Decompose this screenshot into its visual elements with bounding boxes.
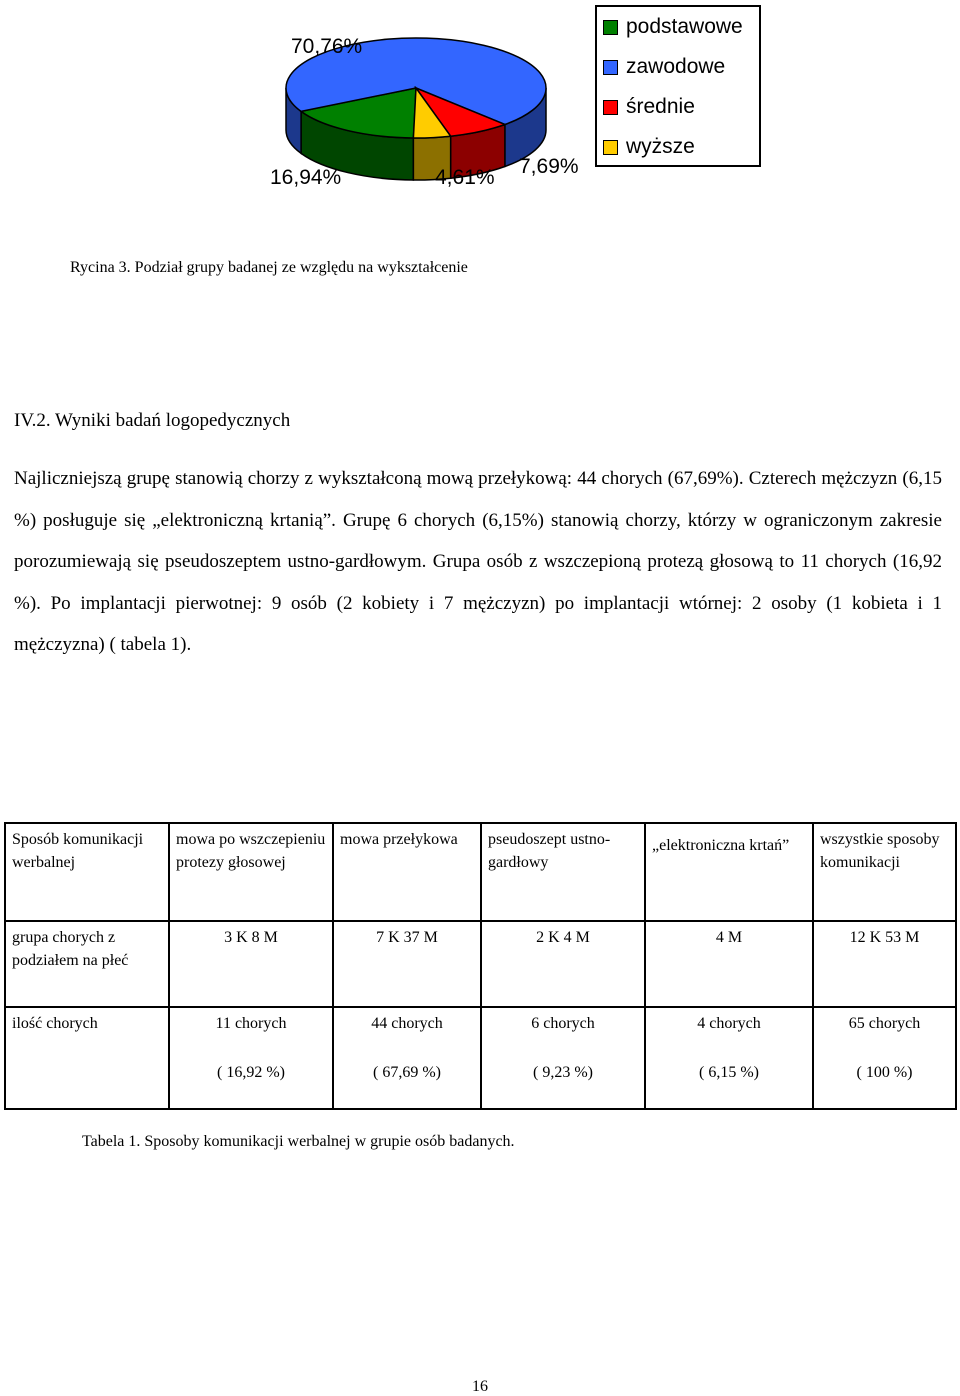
count-percent: ( 100 %) — [856, 1064, 913, 1081]
table-cell — [645, 1007, 813, 1109]
table-caption: Tabela 1. Sposoby komunikacji werbalnej w grupie osób badanych. — [82, 1133, 515, 1150]
table-header-cell: mowa po wszczepieniu protezy głosowej — [169, 823, 333, 921]
table-cell — [169, 1007, 333, 1109]
figure-caption: Rycina 3. Podział grupy badanej ze względu na wykształcenie — [70, 259, 468, 276]
pie-label-podstawowe: 16,94% — [270, 166, 342, 189]
paragraph-text: Najliczniejszą grupę stanowią chorzy z wykształconą mową przełykową: 44 chorych (67,69%). Czterech mężczyzn (6,15 %) posługuje się „elektroniczną krtanią”. Grupę 6 chorych (6,15%) stanowią chorzy, którzy w ograniczonym zakresie porozumiewają się pseudoszeptem ustno-gardłowym. Grupa osób z wszczepioną protezą głosową to 11 chorych (16,92 %). Po implantacji pierwotnej: 9 osób (2 kobiety i 7 mężczyzn) po implantacji wtórnej: 2 osoby (1 kobieta i 1 mężczyzna) ( tabela 1). — [14, 468, 942, 655]
pie-label-zawodowe: 70,76% — [291, 35, 363, 58]
legend-item-zawodowe — [603, 55, 725, 79]
body-paragraph — [14, 458, 942, 666]
pie-label-srednie: 7,69% — [519, 155, 579, 178]
table-cell — [333, 1007, 481, 1109]
table-header-cell: wszystkie sposoby komunikacji — [813, 823, 956, 921]
table-header-cell: Sposób komunikacji werbalnej — [5, 823, 169, 921]
legend-label: średnie — [626, 95, 695, 118]
count-value: 6 chorych — [531, 1015, 595, 1032]
table-row-label: grupa chorych z podziałem na płeć — [5, 921, 169, 1007]
table-cell: 3 K 8 M — [169, 921, 333, 1007]
pie-label-wyzsze: 4,61% — [435, 166, 495, 189]
count-percent: ( 67,69 %) — [373, 1064, 441, 1081]
chart-legend — [595, 5, 761, 167]
table-row — [5, 921, 956, 1007]
table-header-cell: mowa przełykowa — [333, 823, 481, 921]
legend-label: podstawowe — [626, 15, 743, 38]
count-value: 4 chorych — [697, 1015, 761, 1032]
legend-swatch-wyzsze — [603, 140, 618, 155]
legend-swatch-zawodowe — [603, 60, 618, 75]
table-cell: 2 K 4 M — [481, 921, 645, 1007]
legend-item-wyzsze — [603, 135, 695, 159]
table-row — [5, 1007, 956, 1109]
table-cell — [813, 1007, 956, 1109]
legend-item-podstawowe — [603, 15, 743, 39]
legend-swatch-podstawowe — [603, 20, 618, 35]
communication-table — [4, 822, 957, 1110]
count-percent: ( 16,92 %) — [217, 1064, 285, 1081]
legend-label: zawodowe — [626, 55, 726, 78]
count-value: 11 chorych — [215, 1015, 287, 1032]
legend-item-srednie — [603, 95, 695, 119]
page-number: 16 — [472, 1378, 488, 1395]
table-cell: 7 K 37 M — [333, 921, 481, 1007]
count-value: 44 chorych — [371, 1015, 443, 1032]
count-percent: ( 6,15 %) — [699, 1064, 759, 1081]
table-cell: 4 M — [645, 921, 813, 1007]
table-cell — [481, 1007, 645, 1109]
table-cell: 12 K 53 M — [813, 921, 956, 1007]
table-header-cell: „elektroniczna krtań” — [645, 823, 813, 921]
table-row-label: ilość chorych — [5, 1007, 169, 1109]
legend-swatch-srednie — [603, 100, 618, 115]
table-header-row — [5, 823, 956, 921]
count-value: 65 chorych — [848, 1015, 921, 1032]
section-heading: IV.2. Wyniki badań logopedycznych — [14, 410, 291, 431]
table-header-cell: pseudoszept ustno-gardłowy — [481, 823, 645, 921]
count-percent: ( 9,23 %) — [533, 1064, 593, 1081]
legend-label: wyższe — [626, 135, 695, 158]
